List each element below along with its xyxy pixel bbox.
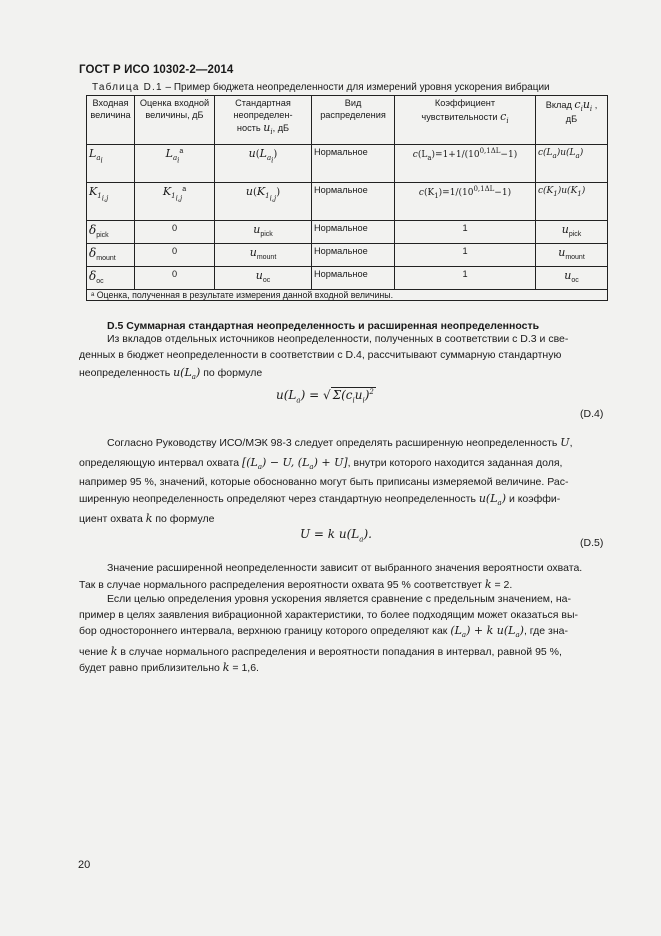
p4-line-a: Если целью определения уровня ускорения является сравнение с предельным значением, на- <box>107 593 571 605</box>
distribution-cell: Нормальное <box>312 267 395 290</box>
distribution-cell: Нормальное <box>312 244 395 267</box>
table-caption-label: Таблица D.1 <box>92 82 163 93</box>
p2-line-h: по формуле <box>155 513 215 526</box>
estimate-zero: 0 <box>135 221 215 244</box>
p3-line-c: = 2. <box>494 578 513 591</box>
sensitivity-one: 1 <box>395 244 536 267</box>
p2-line-c: , внутри которого находится заданная доля, <box>347 456 563 469</box>
uncertainty-budget-table <box>86 95 608 301</box>
table-row: $K_{1_{i,j}}$ $K_{1_{i,j}}^a$ $u(K_{1_{i,j}})$ Нормальное $c(K_1)=1/(10^{0,1\Delta L}-1)$ $c(K_1)u(K_1)$ <box>87 183 608 221</box>
sub-pick: pick <box>96 231 109 239</box>
col-header-std-a: Стандартная неопределен- <box>233 98 293 120</box>
paragraph-4 <box>79 592 614 677</box>
p1-line-a: Из вкладов отдельных источников неопределенности, полученных в соответствии с D.3 и све- <box>107 333 569 345</box>
col-header-distribution: Вид распределения <box>312 96 395 145</box>
p4-line-f: в случае нормального распределения и вероятности попадания в интервал, равной 95 %, <box>120 645 562 658</box>
table-caption <box>92 82 550 93</box>
paragraph-2: Согласно Руководству ИСО/МЭК 98-3 следует определять расширенную неопределенность U, определяющую интервал охвата [$(L_a) - U$, $(L_a) + U$], внутри которого находится заданная доля, например 95 %, значений, которые обоснованно могут быть приписаны измеряемой величине. Рас- ширенную неопределенность определяют через стандартную неопределенность $u(L_a)$ и коэффи- циент охвата k по формуле <box>79 435 614 528</box>
col-header-sensitivity-text: Коэффициент чувствительности <box>421 98 498 122</box>
sub-pick-u: pick <box>260 230 273 238</box>
col-header-std-unit: , дБ <box>272 123 290 133</box>
formula-upper-bound: $(L_a) + k$ $u(L_a)$ <box>450 624 524 640</box>
table-row: $L_{a_i}$ $L_{a_i}^a$ $u(L_{a_i})$ Нормальное $c(L_a)=1+1/(10^{0,1\Delta L}-1)$ $c(L_a)u(L_a)$ <box>87 145 608 183</box>
p3-line-a: Значение расширенной неопределенности зависит от выбранного значения вероятности охвата. <box>107 562 583 574</box>
distribution-cell: Нормальное <box>312 145 395 183</box>
col-header-sensitivity: Коэффициент чувствительности $c_i$ <box>395 96 536 145</box>
sub-mount-u: mount <box>256 253 277 261</box>
paragraph-1 <box>79 332 614 386</box>
sensitivity-one: 1 <box>395 267 536 290</box>
p4-line-d: , где зна- <box>523 625 568 637</box>
p2-line-e: ширенную неопределенность определяют через стандартную неопределенность <box>79 492 476 505</box>
col-header-contribution: Вклад $c_iu_i$ , дБ <box>536 96 608 145</box>
table-row: $\delta_{mount}$ 0 $u_{mount}$ Нормальное 1 $u_{mount}$ <box>87 244 608 267</box>
p1-line-d: по формуле <box>203 367 263 379</box>
col-header-contribution-text: Вклад <box>545 100 572 110</box>
sub-mount: mount <box>96 254 116 262</box>
table-footnote: ᵃ Оценка, полученная в результате измерения данной входной величины. <box>87 290 608 301</box>
formula-interval: [$(L_a) - U$, $(L_a) + U$] <box>241 455 348 471</box>
formula-u-la: $u(L_a)$ <box>173 366 201 382</box>
table-footnote-row <box>87 290 608 301</box>
sub-pick-c: pick <box>568 230 582 238</box>
table-caption-text: – Пример бюджета неопределенности для измерений уровня ускорения вибрации <box>165 82 550 93</box>
p2-line-d: например 95 %, значений, которые обоснованно могут быть приписаны измеряемой величине. Рас- <box>79 476 569 489</box>
section-title: D.5 Суммарная стандартная неопределенность и расширенная неопределенность <box>107 320 540 332</box>
p2-line-a: Согласно Руководству ИСО/МЭК 98-3 следует определять расширенную неопределенность <box>107 437 558 449</box>
estimate-zero: 0 <box>135 244 215 267</box>
sub-oc-c: ос <box>571 276 579 284</box>
page-number: 20 <box>78 859 91 871</box>
formula-k-2: k <box>484 577 492 591</box>
formula-d4: $u(L_a)$ = √ $\Sigma(c_iu_i)^2$ <box>276 388 374 405</box>
equation-number-d5: (D.5) <box>580 537 604 549</box>
formula-k: k <box>145 512 153 526</box>
p2-line-g: циент охвата <box>79 513 143 526</box>
p4-line-e: чение <box>79 645 108 658</box>
document-header: ГОСТ Р ИСО 10302-2—2014 <box>79 64 234 76</box>
col-header-std-uncertainty: Стандартная неопределен- ность $u_i$, дБ <box>215 96 312 145</box>
formula-k-4: k <box>222 661 230 675</box>
col-header-std-b: ность <box>236 123 261 133</box>
p2-line-f: и коэффи- <box>508 492 561 505</box>
col-header-input: Входная величина <box>87 96 135 145</box>
sensitivity-one: 1 <box>395 221 536 244</box>
distribution-cell: Нормальное <box>312 183 395 221</box>
formula-d5: U = k $u(L_a)$. <box>300 527 372 544</box>
estimate-zero: 0 <box>135 267 215 290</box>
p4-line-h: = 1,6. <box>232 662 259 675</box>
p3-line-b: Так в случае нормального распределения вероятности охвата 95 % соответствует <box>79 578 482 591</box>
sub-oc-u: ос <box>262 276 271 284</box>
formula-U: U <box>560 436 570 449</box>
table-row: $\delta_{ос}$ 0 $u_{ос}$ Нормальное 1 $u_{ос}$ <box>87 267 608 290</box>
col-header-contribution-unit: дБ <box>565 113 578 124</box>
formula-k-3: k <box>110 644 118 658</box>
p1-line-b: денных в бюджет неопределенности в соответствии с D.4, рассчитывают суммарную стандартную <box>79 348 562 361</box>
p4-line-c: бор одностороннего интервала, верхнюю границу которого определяют как <box>79 625 448 637</box>
distribution-cell: Нормальное <box>312 221 395 244</box>
table-header-row <box>87 96 608 145</box>
sub-mount-c: mount <box>565 253 585 261</box>
sub-oc: ос <box>96 277 104 285</box>
p4-line-g: будет равно приблизительно <box>79 662 220 675</box>
p1-line-c: неопределенность <box>79 367 171 379</box>
paragraph-3 <box>79 561 614 593</box>
table-row: $\delta_{pick}$ 0 $u_{pick}$ Нормальное 1 $u_{pick}$ <box>87 221 608 244</box>
col-header-estimate: Оценка входной величины, дБ <box>135 96 215 145</box>
p4-line-b: пример в целях заявления вибрационной характеристики, то более подходящим может оказаться вы- <box>79 608 579 621</box>
p2-line-b: определяющую интервал охвата <box>79 456 240 469</box>
formula-u-la-2: $u(L_a)$ <box>478 491 507 507</box>
equation-number-d4: (D.4) <box>580 408 604 420</box>
